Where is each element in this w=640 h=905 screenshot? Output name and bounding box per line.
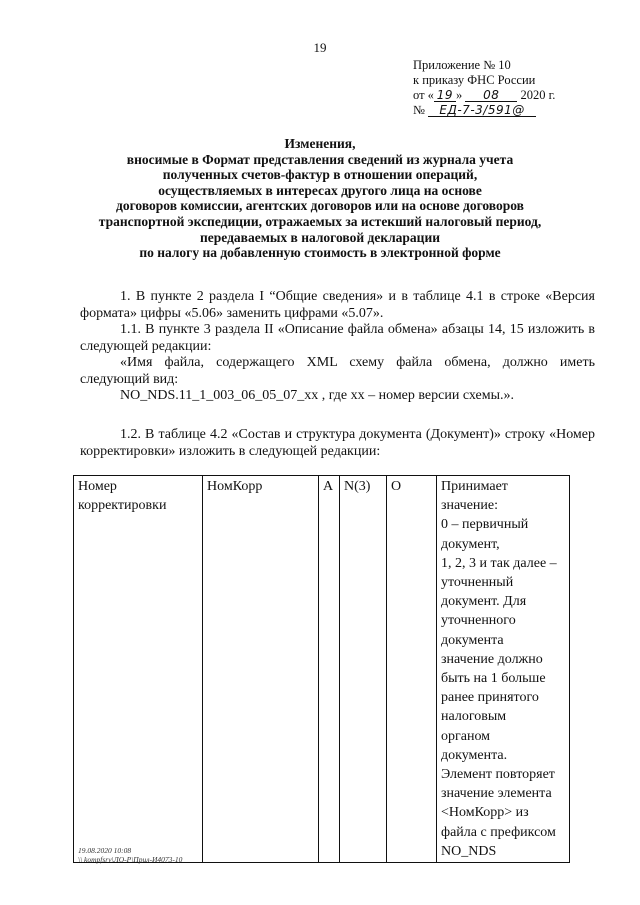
note-line: 1, 2, 3 и так далее – [441,555,557,571]
date-month: 08 [465,89,517,102]
note-line: уточненный [441,575,514,591]
title-line: передаваемых в налоговой декларации [199,229,441,245]
title-line: полученных счетов-фактур в отношении операций, [162,167,478,183]
paragraph-5: 1.2. В таблице 4.2 «Состав и структура документа (Документ)» строку «Номер корректировки» изложить в следующей редакции: [80,427,595,459]
cell-element-code: НомКорр [203,476,319,863]
paragraph-3: «Имя файла, содержащего XML схему файла обмена, должно иметь следующий вид: [80,355,595,387]
note-line: органом [441,728,491,744]
title-line: осуществляемых в интересах другого лица на основе [158,182,482,198]
title-line: вносимые в Формат представления сведений из журнала учета [126,151,514,167]
note-line: налоговым [441,709,507,725]
appendix-order: к приказу ФНС России [413,73,536,87]
cell-attribute: А [319,476,340,863]
note-line: Принимает [441,479,508,494]
page-number: 19 [313,40,327,55]
title-line: транспортной экспедиции, отражаемых за истекший налоговый период, [98,213,542,229]
appendix-title: Приложение № 10 [413,58,511,72]
footer-timestamp: 19.08.2020 10:08 [78,846,132,855]
cell-requirement: О [387,476,437,863]
note-line: документ, [441,536,500,552]
note-line: значение элемента [441,786,552,802]
paragraph-2: 1.1. В пункте 3 раздела II «Описание файла обмена» абзацы 14, 15 изложить в следующей редакции: [80,322,595,354]
body-text [80,289,595,405]
note-line: быть на 1 больше [441,671,546,687]
document-title [40,136,600,261]
note-line: уточненного [441,613,516,629]
note-line: ранее принятого [441,690,539,706]
date-day: 19 [434,89,456,102]
note-line: документ. Для [441,594,527,610]
note-line: 0 – первичный [441,517,529,533]
title-line: Изменения, [284,136,356,151]
cell-note [437,476,570,863]
note-line: файла с префиксом [441,824,556,840]
cell-element-name: Номер корректировки [74,476,203,863]
note-line: NO_NDS [441,843,497,859]
note-line: значение: [441,498,499,514]
appendix-date: от « 19 » 08 2020 г. [413,88,556,102]
note-line: Элемент повторяет [441,767,555,783]
date-year: 2020 г. [520,88,556,102]
cell-format: N(3) [340,476,387,863]
note-line: документа. [441,747,508,763]
structure-table [73,475,570,863]
appendix-number: № ЕД-7-3/591@ [413,103,555,118]
title-line: договоров комиссии, агентских договоров или на основе договоров [116,198,524,214]
note-line: <НомКорр> из [441,805,529,821]
footer-stamp [78,846,182,864]
paragraph-4: NO_NDS.11_1_003_06_05_07_xx , где хх – номер версии схемы.». [120,388,514,403]
order-number: ЕД-7-3/591@ [428,104,536,117]
footer-file-path: \\ kompfsrv\ЛО-Р\Прил-И4073-10 [78,855,183,864]
note-line: документа [441,632,504,648]
table-row [74,476,570,863]
title-line: по налогу на добавленную стоимость в электронной форме [139,245,501,261]
note-line: значение должно [441,651,543,667]
paragraph-1: 1. В пункте 2 раздела I “Общие сведения» и в таблице 4.1 в строке «Версия формата» цифры «5.06» заменить цифрами «5.07». [80,289,595,321]
appendix-header [413,58,555,118]
